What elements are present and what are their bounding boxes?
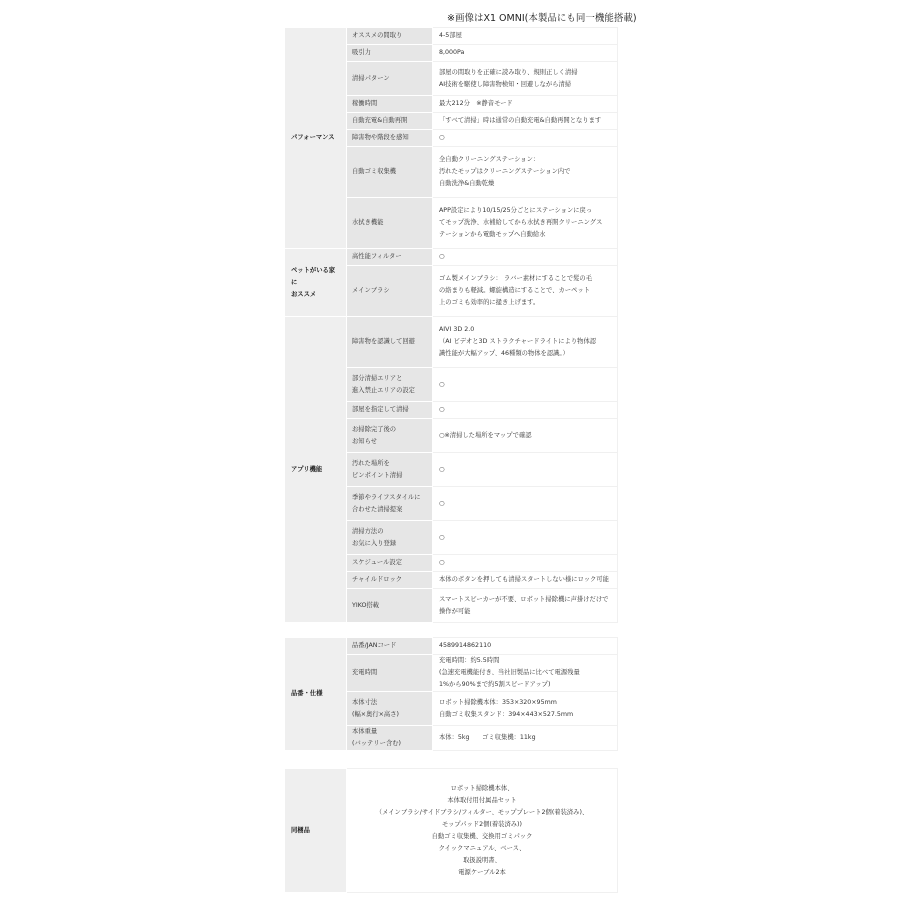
row-label xyxy=(347,249,433,266)
row-value xyxy=(433,726,618,751)
text-line: 1%から90%まで約5割スピードアップ) xyxy=(439,681,551,688)
row-label xyxy=(347,402,433,419)
text-line: 汚れたモップはクリーニングステーション内で xyxy=(439,168,571,175)
row-label xyxy=(347,113,433,130)
text-line: おススメ xyxy=(291,290,317,298)
row-value xyxy=(433,402,618,419)
text-line: ペットがいる家に xyxy=(291,266,336,286)
text-line: AI技術を駆使し障害物検知・回避しながら清掃 xyxy=(439,80,572,88)
row-value xyxy=(433,130,618,147)
text-line: ロボット掃除機本体、 xyxy=(450,784,514,792)
row-value xyxy=(433,572,618,589)
text-line: 部屋を指定して清掃 xyxy=(352,406,409,413)
text-line: クイックマニュアル、ベース、 xyxy=(438,844,526,852)
text-line: ピンポイント清掃 xyxy=(352,471,403,479)
row-value xyxy=(433,638,618,655)
row-value xyxy=(433,249,618,266)
text-line: 自動充電&自動再開 xyxy=(352,117,408,124)
table-row xyxy=(285,769,618,893)
row-value xyxy=(433,198,618,249)
text-line: お気に入り登録 xyxy=(352,539,397,547)
row-value xyxy=(433,692,618,726)
section-category-pet xyxy=(285,249,347,317)
text-line: 最大212分 ※静音モード xyxy=(439,100,513,107)
row-value xyxy=(433,45,618,62)
row-label xyxy=(347,96,433,113)
row-value xyxy=(433,487,618,521)
text-line: 部分清掃エリアと xyxy=(352,374,403,382)
row-label xyxy=(347,726,433,751)
text-line: 進入禁止エリアの設定 xyxy=(352,386,415,394)
text-line: 品番/JANコード xyxy=(352,642,397,649)
text-line: スマートスピーカーが不要、ロボット掃除機に声掛けだけで xyxy=(439,595,609,603)
row-label xyxy=(347,130,433,147)
text-line: ○ xyxy=(439,559,445,566)
text-line: 清掃パターン xyxy=(352,74,390,82)
text-line: ○ xyxy=(439,134,445,141)
table-row xyxy=(285,249,618,266)
text-line: ○ xyxy=(439,465,445,473)
row-value xyxy=(433,62,618,96)
text-line: てモップ洗浄、水補給してから水拭き再開クリーニングス xyxy=(439,219,603,226)
row-label xyxy=(347,589,433,623)
row-label xyxy=(347,45,433,62)
text-line: 汚れた場所を xyxy=(352,459,390,467)
spec-table-included xyxy=(284,768,618,893)
section-category-specs: 品番・仕様 xyxy=(285,638,347,751)
text-line: 本体のボタンを押しても清掃スタートしない様にロック可能 xyxy=(439,576,609,583)
row-value xyxy=(433,266,618,317)
row-value xyxy=(433,521,618,555)
text-line: 自動ゴミ収集機 xyxy=(352,168,397,175)
table-row xyxy=(285,638,618,655)
section-category-app: アプリ機能 xyxy=(285,317,347,623)
row-label xyxy=(347,419,433,453)
text-line: 障害物や階段を感知 xyxy=(352,134,409,141)
row-value xyxy=(433,368,618,402)
text-line: 本体重量 xyxy=(352,728,378,735)
text-line: 吸引力 xyxy=(352,49,371,56)
text-line: 障害物を認識して回避 xyxy=(352,338,415,345)
text-line: APP設定により10/15/25分ごとにステーションに戻っ xyxy=(439,207,593,214)
row-label xyxy=(347,317,433,368)
text-line: 充電時間 xyxy=(352,669,378,676)
row-label xyxy=(347,487,433,521)
text-line: 識性能が大幅アップ、46種類の物体を認識。） xyxy=(439,350,569,357)
text-line: ○ xyxy=(439,533,445,541)
row-value xyxy=(433,655,618,692)
text-line: 4589914862110 xyxy=(439,642,492,649)
included-items xyxy=(347,769,618,893)
text-line: 水拭き機能 xyxy=(352,219,384,226)
row-value xyxy=(433,96,618,113)
text-line: （メインブラシ/サイドブラシ/フィルター、モッププレート2個(着装済み)、 xyxy=(375,808,589,816)
text-line: （AI ビデオと3D ストラクチャードライトにより物体認 xyxy=(439,338,597,345)
text-line: AIVI 3D 2.0 xyxy=(439,326,475,333)
text-line: 充電時間：約5.5時間 xyxy=(439,657,500,664)
row-label xyxy=(347,521,433,555)
table-row xyxy=(285,28,618,45)
text-line: ○※清掃した場所をマップで確認 xyxy=(439,431,532,439)
text-line: (バッテリー含む) xyxy=(352,740,401,747)
row-label xyxy=(347,638,433,655)
text-line: 本体寸法 xyxy=(352,698,378,706)
text-line: 自動ゴミ収集スタンド：394×443×527.5mm xyxy=(439,710,574,718)
text-line: メインブラシ xyxy=(352,287,390,294)
text-line: オススメの間取り xyxy=(352,32,403,39)
text-line: ゴム製メインブラシ： ラバー素材にすることで髪の毛 xyxy=(439,275,593,282)
text-line: 8,000Pa xyxy=(439,49,465,56)
text-line: 季節やライフスタイルに xyxy=(352,493,421,501)
table-row xyxy=(285,317,618,368)
text-line: 電源ケーブル2本 xyxy=(458,868,506,876)
text-line: チャイルドロック xyxy=(352,576,403,583)
row-value xyxy=(433,453,618,487)
text-line: (急速充電機能付き、当社旧製品に比べて電源残量 xyxy=(439,669,580,676)
row-value xyxy=(433,419,618,453)
text-line: 上のゴミも効率的に掻き上げます。 xyxy=(439,299,540,306)
row-value xyxy=(433,317,618,368)
text-line: 取扱説明書、 xyxy=(463,856,501,864)
row-label xyxy=(347,28,433,45)
text-line: の絡まりも軽減。螺旋構造にすることで、カーペット xyxy=(439,287,590,294)
image-note: ※画像はX1 OMNI(本製品にも同一機能搭載) xyxy=(447,13,637,24)
text-line: 本体取付用付属品セット xyxy=(447,796,517,804)
text-line: 清掃方法の xyxy=(352,527,384,535)
row-value xyxy=(433,147,618,198)
text-line: ○ xyxy=(439,406,445,413)
text-line: お掃除完了後の xyxy=(352,425,397,433)
text-line: 稼働時間 xyxy=(352,100,378,107)
text-line: 4-5部屋 xyxy=(439,32,462,39)
row-label xyxy=(347,453,433,487)
section-category-included: 同梱品 xyxy=(285,769,347,893)
text-line: (幅×奥行×高さ) xyxy=(352,710,399,718)
row-label xyxy=(347,266,433,317)
row-label xyxy=(347,572,433,589)
text-line: 部屋の間取りを正確に読み取り、規則正しく清掃 xyxy=(439,68,578,76)
text-line: ○ xyxy=(439,380,445,388)
row-value xyxy=(433,113,618,130)
row-label xyxy=(347,368,433,402)
row-value xyxy=(433,589,618,623)
row-label xyxy=(347,555,433,572)
text-line: ロボット掃除機本体：353×320×95mm xyxy=(439,698,557,706)
row-label xyxy=(347,147,433,198)
text-line: スケジュール設定 xyxy=(352,559,402,566)
text-line: 自動洗浄&自動乾燥 xyxy=(439,180,495,187)
row-label xyxy=(347,62,433,96)
section-category-performance: パフォーマンス xyxy=(285,28,347,249)
spec-table-features xyxy=(284,27,618,623)
text-line: 操作が可能 xyxy=(439,607,471,615)
row-value xyxy=(433,28,618,45)
text-line: お知らせ xyxy=(352,437,377,445)
text-line: 「すべて清掃」時は通常の自動充電&自動再開となります xyxy=(439,117,602,124)
text-line: ○ xyxy=(439,253,445,260)
text-line: モップパッド2個(着装済み)) xyxy=(442,820,522,828)
text-line: 自動ゴミ収集機、交換用ゴミパック xyxy=(431,832,533,840)
text-line: YIKO搭載 xyxy=(352,601,380,609)
text-line: 合わせた清掃提案 xyxy=(352,505,403,513)
row-value xyxy=(433,555,618,572)
text-line: 全自動クリーニングステーション： xyxy=(439,156,540,163)
row-label xyxy=(347,198,433,249)
row-label xyxy=(347,692,433,726)
text-line: 本体：5kg ゴミ収集機：11kg xyxy=(439,734,536,741)
row-label xyxy=(347,655,433,692)
text-line: ○ xyxy=(439,499,445,507)
spec-table-specifications xyxy=(284,637,618,751)
text-line: テーションから電動モップへ自動給水 xyxy=(439,231,546,238)
text-line: 高性能フィルター xyxy=(352,253,402,260)
